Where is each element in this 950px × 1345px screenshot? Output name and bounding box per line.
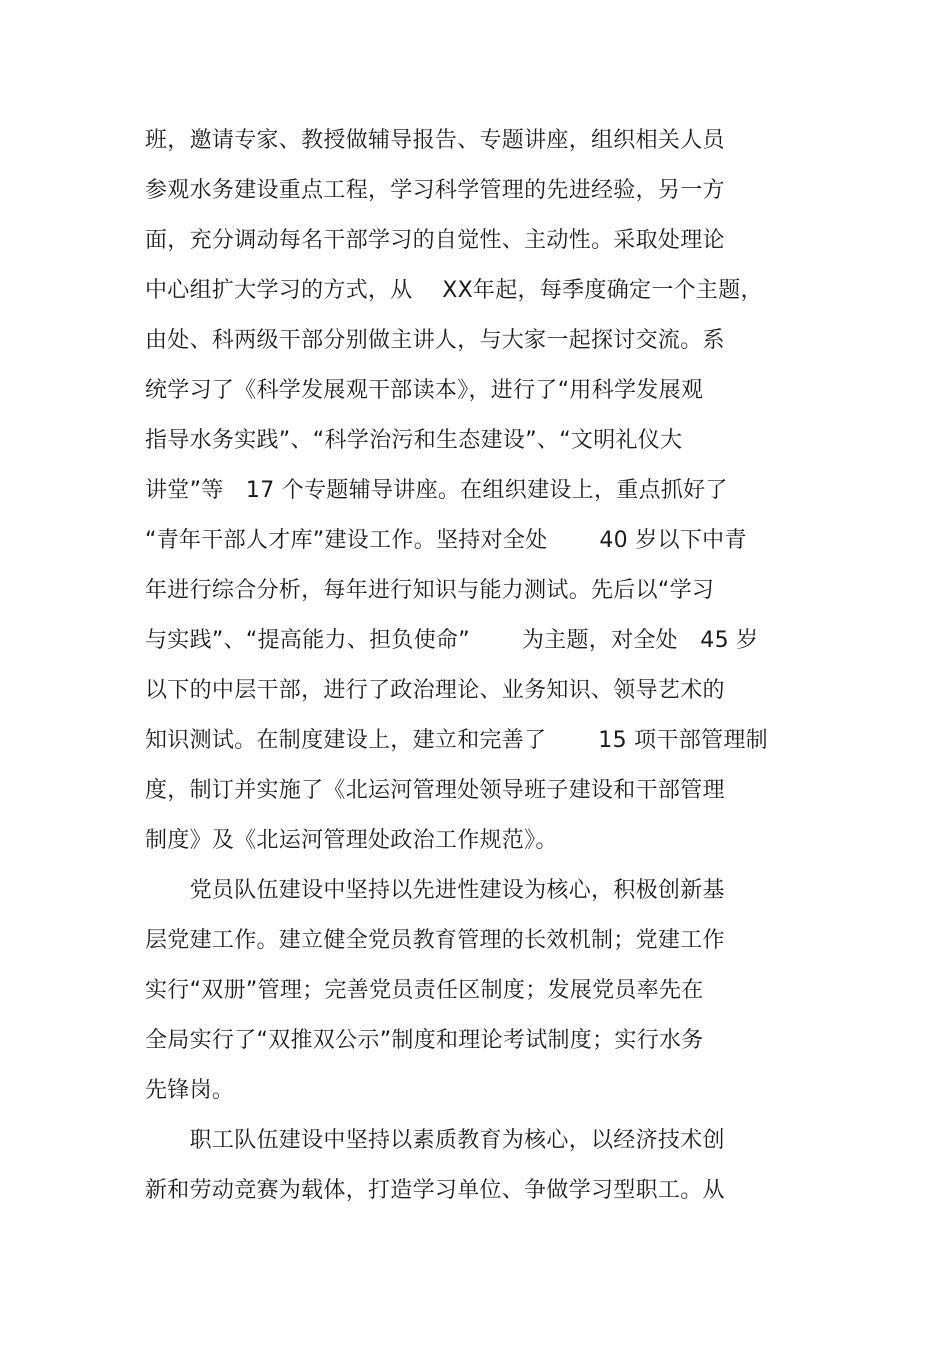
text-line: 由处、科两级干部分别做主讲人，与大家一起探讨交流。系: [145, 328, 725, 353]
text-line: 面，充分调动每名干部学习的自觉性、主动性。采取处理论: [145, 228, 725, 253]
text-line: 年进行综合分析，每年进行知识与能力测试。先后以“学习: [145, 578, 715, 603]
text-line: 讲堂”等 17 个专题辅导讲座。在组织建设上，重点抓好了: [145, 478, 728, 503]
text-line: 参观水务建设重点工程，学习科学管理的先进经验，另一方: [145, 178, 725, 203]
text-line: 度，制订并实施了《北运河管理处领导班子建设和干部管理: [145, 778, 725, 803]
paragraph-start: 职工队伍建设中坚持以素质教育为核心，以经济技术创: [145, 1128, 725, 1153]
text-line: 中心组扩大学习的方式，从 XX年起，每季度确定一个主题，: [145, 278, 763, 303]
text-line: 班，邀请专家、教授做辅导报告、专题讲座，组织相关人员: [145, 128, 725, 153]
text-line: 制度》及《北运河管理处政治工作规范》。: [145, 828, 558, 853]
text-line: 以下的中层干部，进行了政治理论、业务知识、领导艺术的: [145, 678, 725, 703]
text-line: 新和劳动竞赛为载体，打造学习单位、争做学习型职工。从: [145, 1178, 725, 1203]
text-line: 实行“双册”管理；完善党员责任区制度；发展党员率先在: [145, 978, 704, 1003]
text-line: 指导水务实践”、“科学治污和生态建设”、“文明礼仪大: [145, 428, 683, 453]
text-line: 先锋岗。: [145, 1078, 235, 1103]
paragraph-start: 党员队伍建设中坚持以先进性建设为核心，积极创新基: [145, 878, 725, 903]
text-line: 全局实行了“双推双公示”制度和理论考试制度；实行水务: [145, 1028, 704, 1053]
text-line: 与实践”、“提高能力、担负使命” 为主题，对全处 45 岁: [145, 628, 759, 653]
text-line: 统学习了《科学发展观干部读本》，进行了“用科学发展观: [145, 378, 704, 403]
text-line: 知识测试。在制度建设上，建立和完善了 15 项干部管理制: [145, 728, 768, 753]
text-line: 层党建工作。建立健全党员教育管理的长效机制；党建工作: [145, 928, 725, 953]
text-line: “青年干部人才库”建设工作。坚持对全处 40 岁以下中青: [145, 528, 747, 553]
